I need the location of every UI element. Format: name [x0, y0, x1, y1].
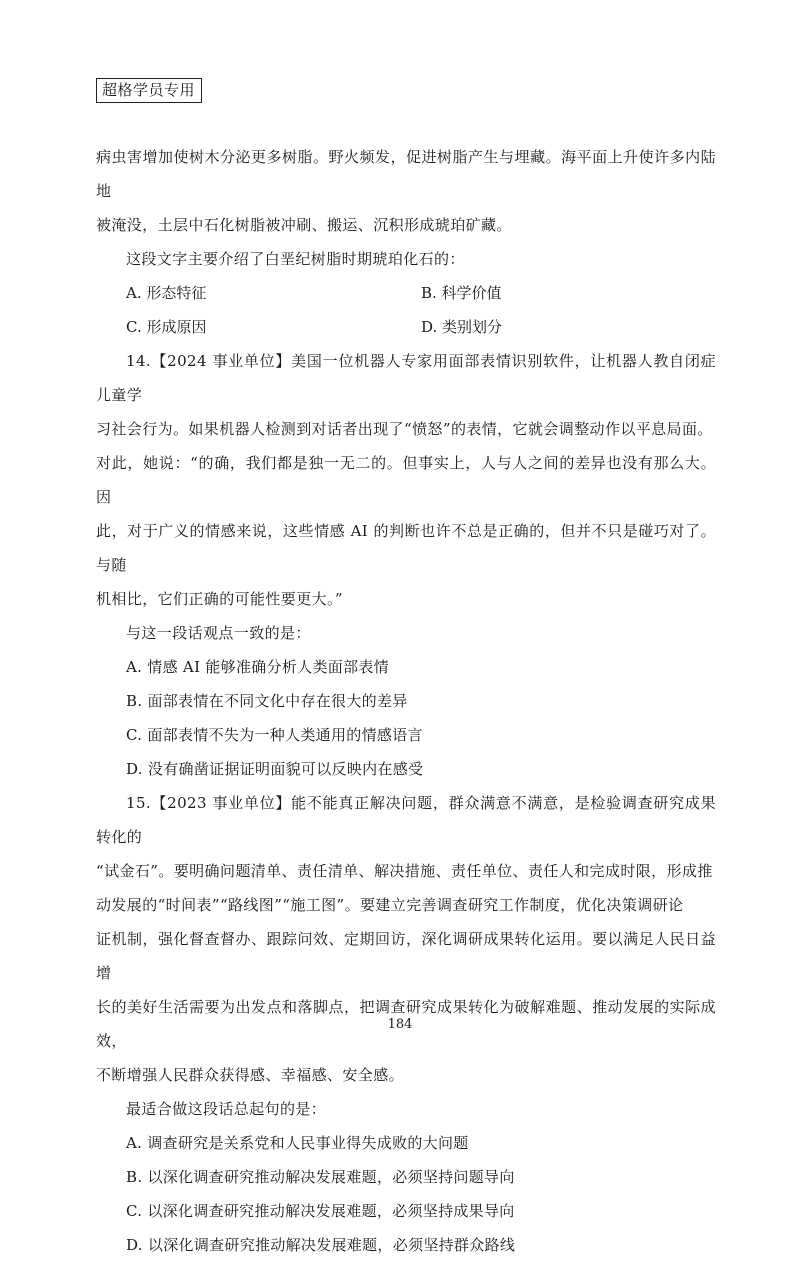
- option-c[interactable]: C. 以深化调查研究推动解决发展难题，必须坚持成果导向: [126, 1202, 515, 1220]
- q15-question: 最适合做这段话总起句的是：: [126, 1100, 327, 1118]
- option-a[interactable]: A. 调查研究是关系党和人民事业得失成败的大问题: [126, 1134, 469, 1152]
- passage-line: 被淹没，土层中石化树脂被冲刷、搬运、沉积形成琥珀矿藏。: [96, 216, 512, 234]
- passage-line: “试金石”。要明确问题清单、责任清单、解决措施、责任单位、责任人和完成时限，形成推: [96, 862, 713, 880]
- passage-line: 病虫害增加使树木分泌更多树脂。野火频发，促进树脂产生与埋藏。海平面上升使许多内陆地: [96, 148, 716, 200]
- option-d[interactable]: D. 以深化调查研究推动解决发展难题，必须坚持群众路线: [126, 1236, 516, 1254]
- option-c[interactable]: C. 面部表情不失为一种人类通用的情感语言: [126, 726, 423, 744]
- passage-line: 证机制，强化督查督办、跟踪问效、定期回访，深化调研成果转化运用。要以满足人民日益增: [96, 930, 716, 982]
- option-b[interactable]: B. 面部表情在不同文化中存在很大的差异: [126, 692, 408, 710]
- option-c[interactable]: C. 形成原因: [126, 318, 207, 336]
- q15-passage: [96, 786, 716, 1092]
- q13-options-row-1: [96, 276, 716, 310]
- passage-line: 15.【2023 事业单位】能不能真正解决问题，群众满意不满意，是检验调查研究成果转化的: [96, 794, 716, 846]
- page-content: [96, 140, 716, 1262]
- option-d[interactable]: D. 类别划分: [421, 318, 503, 336]
- passage-line: 14.【2024 事业单位】美国一位机器人专家用面部表情识别软件，让机器人教自闭症儿童学: [96, 352, 716, 404]
- option-a[interactable]: A. 形态特征: [126, 284, 207, 302]
- passage-line: 动发展的“时间表”“路线图”“施工图”。要建立完善调查研究工作制度，优化决策调研论: [96, 896, 684, 914]
- option-b[interactable]: B. 科学价值: [421, 284, 502, 302]
- option-b[interactable]: B. 以深化调查研究推动解决发展难题，必须坚持问题导向: [126, 1168, 515, 1186]
- q13-question: 这段文字主要介绍了白垩纪树脂时期琥珀化石的：: [126, 250, 465, 268]
- passage-line: 不断增强人民群众获得感、幸福感、安全感。: [96, 1066, 405, 1084]
- q13-options-row-2: [96, 310, 716, 344]
- option-d[interactable]: D. 没有确凿证据证明面貌可以反映内在感受: [126, 760, 424, 778]
- passage-line: 长的美好生活需要为出发点和落脚点，把调查研究成果转化为破解难题、推动发展的实际成效，: [96, 998, 716, 1050]
- passage-line: 对此，她说：“的确，我们都是独一无二的。但事实上，人与人之间的差异也没有那么大。因: [96, 454, 716, 506]
- passage-line: 机相比，它们正确的可能性要更大。”: [96, 590, 343, 608]
- q14-question: 与这一段话观点一致的是：: [126, 624, 311, 642]
- q14-passage: [96, 344, 716, 616]
- page-number: 184: [387, 1017, 413, 1032]
- q13-passage: [96, 140, 716, 242]
- option-a[interactable]: A. 情感 AI 能够准确分析人类面部表情: [126, 658, 389, 676]
- passage-line: 习社会行为。如果机器人检测到对话者出现了“愤怒”的表情，它就会调整动作以平息局面。: [96, 420, 713, 438]
- passage-line: 此，对于广义的情感来说，这些情感 AI 的判断也许不总是正确的，但并不只是碰巧对了。与随: [96, 522, 716, 574]
- watermark-stamp: 超格学员专用: [96, 78, 202, 103]
